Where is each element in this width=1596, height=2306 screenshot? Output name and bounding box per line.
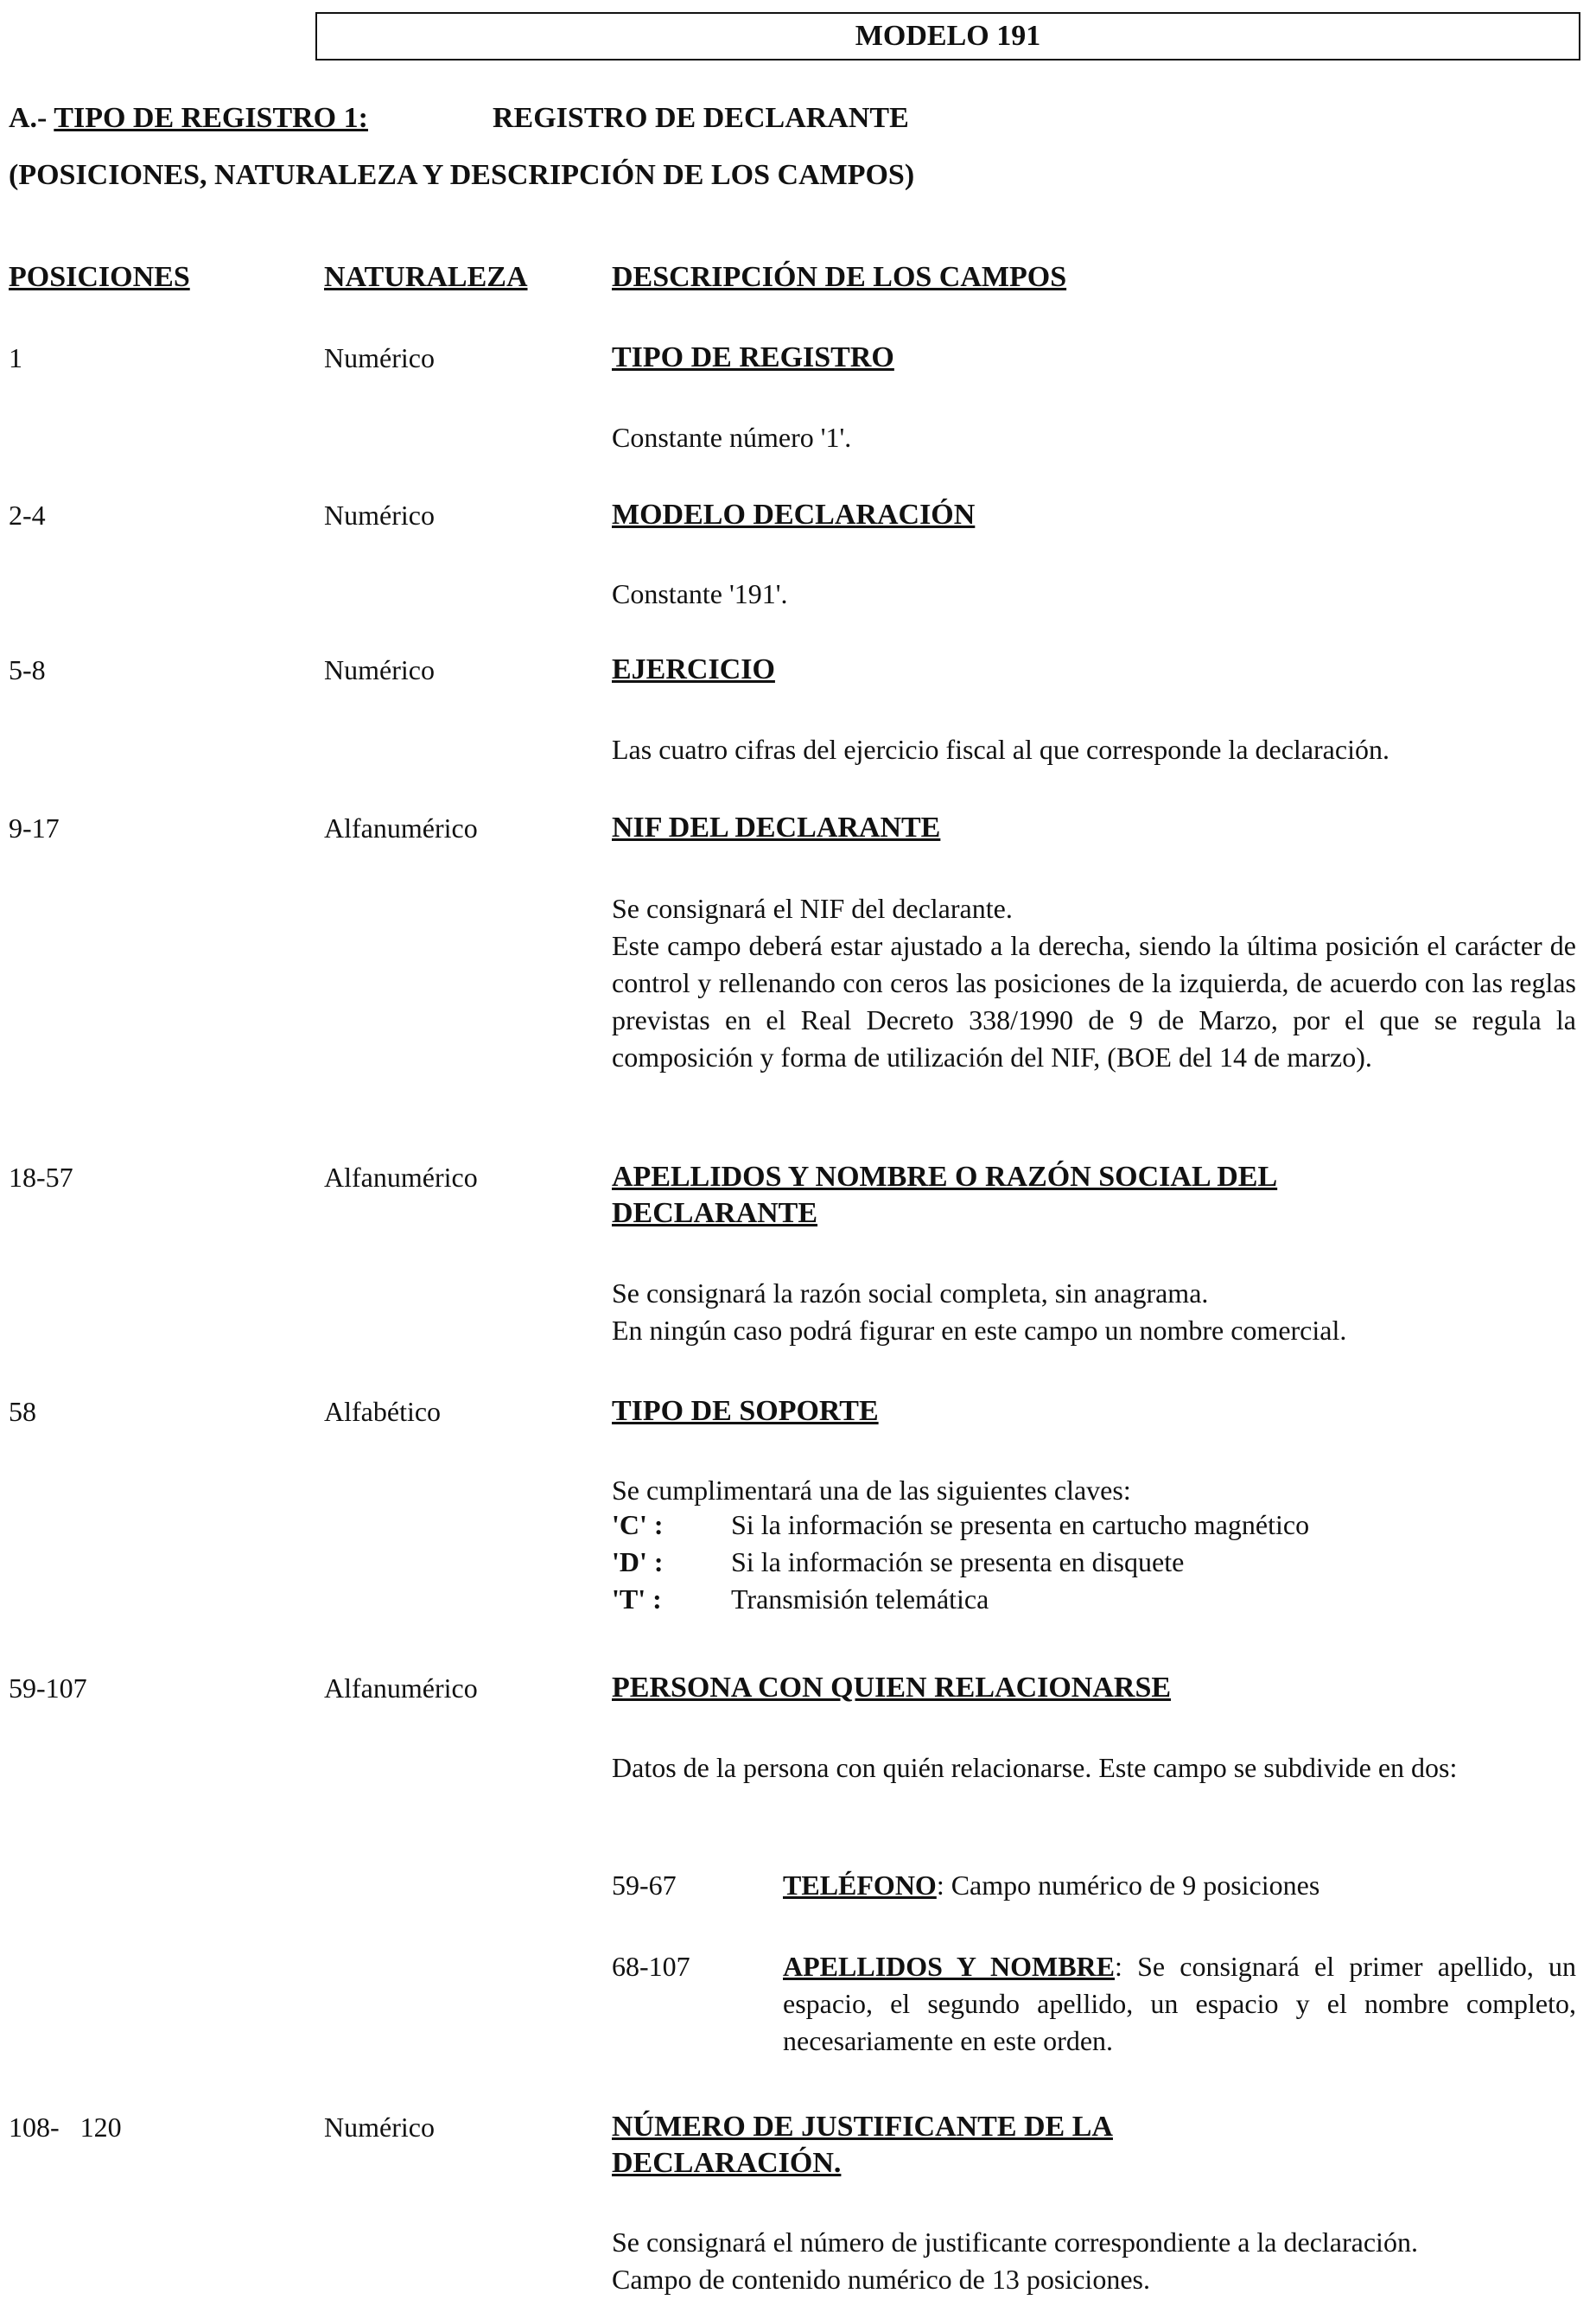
field-nature: Numérico: [324, 654, 435, 685]
field-description: Las cuatro cifras del ejercicio fiscal al que corresponde la declaración.: [612, 734, 1389, 765]
field-title: PERSONA CON QUIEN RELACIONARSE: [612, 1672, 1172, 1704]
key-code: 'D' :: [612, 1546, 664, 1577]
key-text: Si la información se presenta en cartucho magnético: [731, 1509, 1310, 1540]
field-position: 9-17: [9, 812, 60, 844]
section-subtitle: (POSICIONES, NATURALEZA Y DESCRIPCIÓN DE LOS CAMPOS): [9, 159, 915, 191]
subfield-body: : Se consignará el primer apellido, un espacio, el segundo apellido, un espacio y el nombre completo, necesariamente en este orden.: [783, 1951, 1577, 2056]
field-nature: Alfabético: [324, 1396, 442, 1427]
field-title-line: NÚMERO DE JUSTIFICANTE DE LA: [612, 2111, 1113, 2143]
subfield-body: : Campo numérico de 9 posiciones: [936, 1870, 1320, 1901]
field-title: NIF DEL DECLARANTE: [612, 812, 941, 844]
section-prefix: A.-: [9, 102, 48, 134]
field-description: Se consignará el NIF del declarante.: [612, 893, 1013, 924]
column-header-posiciones: POSICIONES: [9, 261, 190, 293]
field-position: 5-8: [9, 654, 46, 685]
key-code: 'C' :: [612, 1509, 664, 1540]
field-position: 59-107: [9, 1672, 87, 1704]
field-description: Constante '191'.: [612, 578, 788, 609]
field-title: TIPO DE SOPORTE: [612, 1395, 879, 1427]
field-title-line: DECLARANTE: [612, 1197, 818, 1229]
subfield-label: APELLIDOS Y NOMBRE: [783, 1951, 1116, 1982]
column-header-descripcion: DESCRIPCIÓN DE LOS CAMPOS: [612, 261, 1067, 293]
field-position: 108- 120: [9, 2112, 122, 2143]
field-title: TIPO DE REGISTRO: [612, 341, 894, 373]
field-title: [612, 2109, 1113, 2182]
field-description: Se consignará la razón social completa, sin anagrama.: [612, 1277, 1209, 1309]
key-text: Si la información se presenta en disquete: [731, 1546, 1185, 1577]
field-description: Este campo deberá estar ajustado a la derecha, siendo la última posición el carácter de control y rellenando con ceros las posiciones de la izquierda, de acuerdo con las reglas previstas en el Real Decreto 338/1990 de 9 de Marzo, por el que se regula la composición y forma de utilización del NIF, (BOE del 14 de marzo).: [612, 930, 1576, 1073]
key-text: Transmisión telemática: [731, 1583, 989, 1615]
field-description: En ningún caso podrá figurar en este campo un nombre comercial.: [612, 1315, 1347, 1346]
column-header-naturaleza: NATURALEZA: [324, 261, 528, 293]
subfield-label: TELÉFONO: [783, 1870, 937, 1901]
section-tipo: TIPO DE REGISTRO 1:: [54, 102, 368, 134]
field-description: Se consignará el número de justificante correspondiente a la declaración.: [612, 2226, 1418, 2258]
field-nature: Alfanumérico: [324, 1162, 478, 1193]
section-registro: REGISTRO DE DECLARANTE: [493, 102, 909, 134]
field-nature: Alfanumérico: [324, 1672, 478, 1704]
section-heading: [9, 102, 909, 135]
field-position: 18-57: [9, 1162, 73, 1193]
subfield-text: [783, 1867, 1576, 1904]
field-position: 1: [9, 342, 22, 373]
model-title: MODELO 191: [855, 20, 1041, 52]
field-title: [612, 1159, 1277, 1232]
model-title-box: [315, 12, 1580, 61]
subfield-telefono: [612, 1867, 1576, 1906]
key-row: [612, 1583, 989, 1615]
field-position: 2-4: [9, 500, 46, 531]
subfield-position: 59-67: [612, 1870, 677, 1901]
field-nature: Alfanumérico: [324, 812, 478, 844]
field-title-line: APELLIDOS Y NOMBRE O RAZÓN SOCIAL DEL: [612, 1161, 1278, 1193]
key-row: [612, 1509, 1309, 1541]
field-description: Se cumplimentará una de las siguientes claves:: [612, 1475, 1131, 1506]
field-title: EJERCICIO: [612, 653, 775, 685]
field-nature: Numérico: [324, 500, 435, 531]
field-title: MODELO DECLARACIÓN: [612, 499, 976, 531]
key-row: [612, 1546, 1184, 1578]
field-description: Campo de contenido numérico de 13 posiciones.: [612, 2264, 1150, 2295]
field-nature: Numérico: [324, 342, 435, 373]
field-description: Constante número '1'.: [612, 422, 852, 453]
subfield-text: [783, 1948, 1576, 2060]
field-nature: Numérico: [324, 2112, 435, 2143]
field-position: 58: [9, 1396, 36, 1427]
field-description: Datos de la persona con quién relacionarse. Este campo se subdivide en dos:: [612, 1752, 1458, 1783]
key-code: 'T' :: [612, 1583, 662, 1615]
subfield-apellidos-nombre: [612, 1948, 1576, 2065]
field-title-line: DECLARACIÓN.: [612, 2147, 842, 2179]
subfield-position: 68-107: [612, 1951, 690, 1982]
